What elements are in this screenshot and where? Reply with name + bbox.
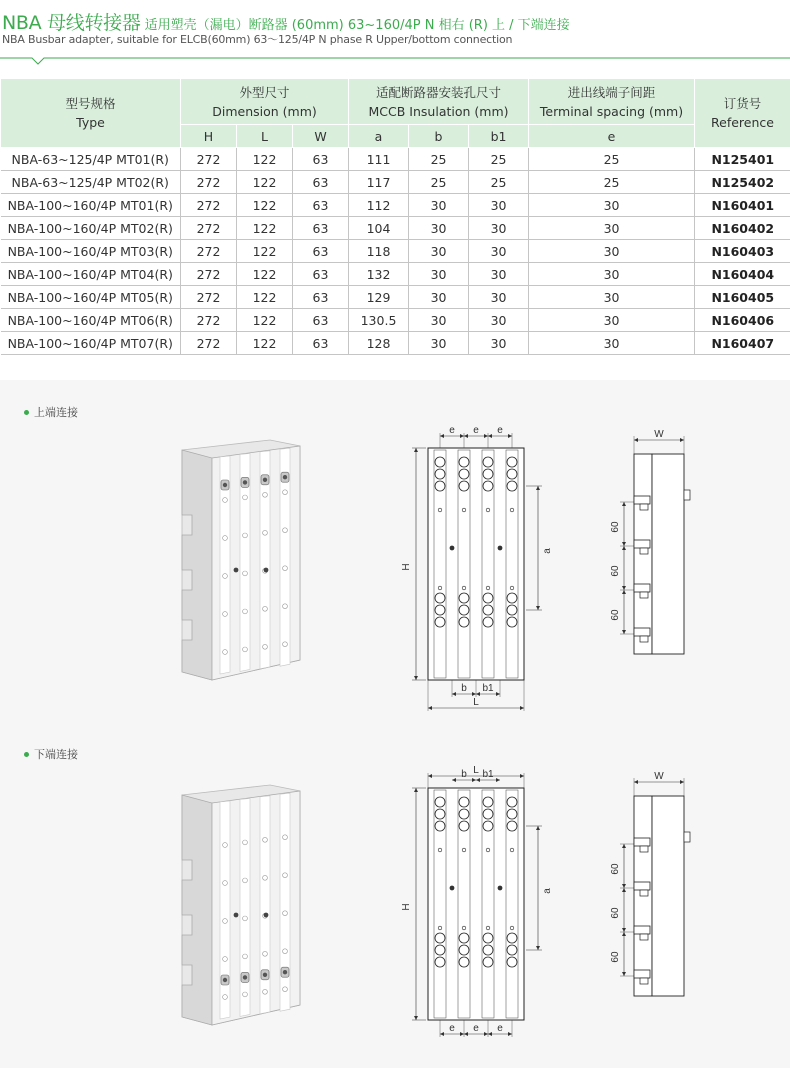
dim-label-60: 60 <box>610 609 621 621</box>
cell-w: 63 <box>293 194 349 217</box>
fixing-hole <box>498 546 503 551</box>
table-row <box>1 217 790 240</box>
cell-ref: N160401 <box>695 194 790 217</box>
cell-e: 30 <box>529 263 695 286</box>
cell-b1: 30 <box>469 286 529 309</box>
arrow-head <box>440 434 444 438</box>
table-row <box>1 286 790 309</box>
cell-l: 122 <box>237 286 293 309</box>
side-terminal <box>634 970 650 978</box>
arrow-head <box>496 778 500 782</box>
cell-b: 25 <box>409 171 469 194</box>
cell-a: 112 <box>349 194 409 217</box>
dim-label-w: W <box>654 771 664 782</box>
busbar-rail <box>280 793 290 1011</box>
cell-w: 63 <box>293 263 349 286</box>
arrow-head <box>622 590 626 594</box>
dim-label-60: 60 <box>610 951 621 963</box>
header-dimension: 外型尺寸 Dimension (mm) <box>181 79 349 125</box>
arrow-head <box>414 788 418 792</box>
cell-w: 63 <box>293 217 349 240</box>
arrow-head <box>488 1032 492 1036</box>
cell-ref: N125401 <box>695 148 790 171</box>
cell-b: 30 <box>409 309 469 332</box>
cell-h: 272 <box>181 194 237 217</box>
cell-b1: 30 <box>469 332 529 355</box>
arrow-head <box>464 1032 468 1036</box>
side-outline <box>652 796 684 996</box>
cell-l: 122 <box>237 240 293 263</box>
cell-b: 30 <box>409 263 469 286</box>
table-row <box>1 148 790 171</box>
cell-l: 122 <box>237 148 293 171</box>
bottom-front-drawing <box>400 765 560 1048</box>
subheader-e: e <box>529 125 695 148</box>
table-row <box>1 240 790 263</box>
cell-type: NBA-100~160/4P MT02(R) <box>1 217 181 240</box>
side-tab <box>684 832 690 842</box>
bottom-side-drawing <box>600 770 700 1020</box>
dim-label-w: W <box>654 429 664 440</box>
bullet-icon <box>24 410 29 415</box>
cell-a: 111 <box>349 148 409 171</box>
terminal-screw <box>223 978 227 982</box>
dim-label-h: H <box>401 563 412 571</box>
cell-h: 272 <box>181 240 237 263</box>
cell-l: 122 <box>237 309 293 332</box>
arrow-head <box>520 706 524 710</box>
cell-w: 63 <box>293 148 349 171</box>
arrow-head <box>622 630 626 634</box>
upper-side-drawing <box>600 428 700 678</box>
cell-type: NBA-63~125/4P MT01(R) <box>1 148 181 171</box>
cell-b1: 30 <box>469 263 529 286</box>
side-tab <box>684 490 690 500</box>
side-terminal-foot <box>640 504 648 510</box>
arrow-head <box>622 888 626 892</box>
cell-b1: 30 <box>469 217 529 240</box>
cell-b1: 30 <box>469 194 529 217</box>
side-terminal <box>634 540 650 548</box>
cell-e: 30 <box>529 240 695 263</box>
product-side <box>182 450 212 680</box>
dim-label-a: a <box>542 548 553 554</box>
cell-ref: N160402 <box>695 217 790 240</box>
cell-type: NBA-100~160/4P MT06(R) <box>1 309 181 332</box>
terminal-screw <box>243 975 247 979</box>
dim-label-e: e <box>449 425 455 436</box>
dim-label-a: a <box>542 888 553 894</box>
side-terminal <box>634 882 650 890</box>
arrow-head <box>460 434 464 438</box>
cell-ref: N125402 <box>695 171 790 194</box>
side-terminal-foot <box>640 934 648 940</box>
busbar-rail <box>240 798 250 1016</box>
bottom-connection-label: 下端连接 <box>24 746 78 762</box>
arrow-head <box>508 434 512 438</box>
fixing-hole <box>498 886 503 891</box>
cell-e: 30 <box>529 309 695 332</box>
side-terminal <box>634 628 650 636</box>
arrow-head <box>464 434 468 438</box>
cell-e: 30 <box>529 217 695 240</box>
fixing-hole <box>264 568 269 573</box>
arrow-head <box>536 946 540 950</box>
arrow-head <box>484 434 488 438</box>
fixing-hole <box>234 913 239 918</box>
arrow-head <box>496 692 500 696</box>
dim-label-b1: b1 <box>482 769 494 780</box>
dim-label-e: e <box>497 425 503 436</box>
arrow-head <box>622 586 626 590</box>
cell-h: 272 <box>181 309 237 332</box>
arrow-head <box>488 434 492 438</box>
cell-e: 30 <box>529 332 695 355</box>
busbar-rail <box>260 796 270 1014</box>
arrow-head <box>508 1032 512 1036</box>
subheader-a: a <box>349 125 409 148</box>
subheader-l: L <box>237 125 293 148</box>
dim-label-e: e <box>473 425 479 436</box>
header-divider <box>0 0 790 70</box>
arrow-head <box>440 1032 444 1036</box>
upper-product-image <box>170 440 310 690</box>
cell-a: 118 <box>349 240 409 263</box>
fixing-hole <box>450 546 455 551</box>
dim-label-60: 60 <box>610 907 621 919</box>
arrow-head <box>520 774 524 778</box>
fixing-hole <box>450 886 455 891</box>
cell-h: 272 <box>181 217 237 240</box>
arrow-head <box>536 486 540 490</box>
cell-b: 30 <box>409 217 469 240</box>
cell-type: NBA-100~160/4P MT04(R) <box>1 263 181 286</box>
upper-front-drawing <box>400 425 560 708</box>
busbar-rail <box>220 801 230 1019</box>
subheader-b: b <box>409 125 469 148</box>
cell-w: 63 <box>293 240 349 263</box>
arrow-head <box>472 692 476 696</box>
cell-ref: N160405 <box>695 286 790 309</box>
arrow-head <box>622 844 626 848</box>
cell-ref: N160406 <box>695 309 790 332</box>
arrow-head <box>452 692 456 696</box>
cell-type: NBA-100~160/4P MT05(R) <box>1 286 181 309</box>
cell-h: 272 <box>181 286 237 309</box>
table-row <box>1 194 790 217</box>
arrow-head <box>414 1016 418 1020</box>
cell-h: 272 <box>181 263 237 286</box>
side-terminal-foot <box>640 978 648 984</box>
cell-b: 30 <box>409 240 469 263</box>
cell-b1: 25 <box>469 171 529 194</box>
arrow-head <box>460 1032 464 1036</box>
cell-b1: 25 <box>469 148 529 171</box>
front-outline <box>428 448 524 680</box>
arrow-head <box>622 932 626 936</box>
dim-label-b: b <box>461 683 467 694</box>
title-english: NBA Busbar adapter, suitable for ELCB(60mm) 63～125/4P N phase R Upper/bottom connection <box>2 33 513 46</box>
arrow-head <box>414 448 418 452</box>
side-terminal-foot <box>640 548 648 554</box>
dim-label-e: e <box>473 1023 479 1034</box>
cell-e: 30 <box>529 286 695 309</box>
cell-b: 30 <box>409 332 469 355</box>
cell-h: 272 <box>181 148 237 171</box>
cell-a: 117 <box>349 171 409 194</box>
dim-label-l: L <box>473 697 479 708</box>
side-terminal-foot <box>640 846 648 852</box>
table-row <box>1 332 790 355</box>
table-row <box>1 263 790 286</box>
dim-label-l: L <box>473 765 479 776</box>
arrow-head <box>622 546 626 550</box>
cell-h: 272 <box>181 171 237 194</box>
arrow-head <box>452 778 456 782</box>
spec-table <box>0 78 790 355</box>
title-main: NBA 母线转接器 <box>2 12 141 34</box>
fixing-hole <box>234 568 239 573</box>
dim-label-60: 60 <box>610 863 621 875</box>
arrow-head <box>622 972 626 976</box>
cell-e: 30 <box>529 194 695 217</box>
cell-a: 104 <box>349 217 409 240</box>
cell-b1: 30 <box>469 309 529 332</box>
subheader-b1: b1 <box>469 125 529 148</box>
cell-b: 30 <box>409 194 469 217</box>
side-terminal <box>634 838 650 846</box>
terminal-screw <box>243 480 247 484</box>
arrow-head <box>622 884 626 888</box>
cell-type: NBA-100~160/4P MT03(R) <box>1 240 181 263</box>
cell-b1: 30 <box>469 240 529 263</box>
dim-label-h: H <box>401 903 412 911</box>
arrow-head <box>622 542 626 546</box>
arrow-head <box>428 706 432 710</box>
terminal-screw <box>263 973 267 977</box>
cell-ref: N160403 <box>695 240 790 263</box>
cell-a: 128 <box>349 332 409 355</box>
dim-label-e: e <box>497 1023 503 1034</box>
product-side <box>182 795 212 1025</box>
cell-e: 25 <box>529 171 695 194</box>
arrow-head <box>428 774 432 778</box>
table-row <box>1 309 790 332</box>
dim-label-b1: b1 <box>482 683 494 694</box>
cell-ref: N160404 <box>695 263 790 286</box>
cell-a: 129 <box>349 286 409 309</box>
side-outline <box>652 454 684 654</box>
cell-h: 272 <box>181 332 237 355</box>
cell-b: 30 <box>409 286 469 309</box>
bottom-product-image <box>170 785 310 1035</box>
cell-type: NBA-100~160/4P MT01(R) <box>1 194 181 217</box>
cell-a: 132 <box>349 263 409 286</box>
cell-ref: N160407 <box>695 332 790 355</box>
terminal-screw <box>283 475 287 479</box>
cell-w: 63 <box>293 171 349 194</box>
terminal-screw <box>283 970 287 974</box>
header-reference: 订货号 Reference <box>695 79 790 148</box>
cell-b: 25 <box>409 148 469 171</box>
bullet-icon <box>24 752 29 757</box>
side-terminal-foot <box>640 636 648 642</box>
arrow-head <box>536 826 540 830</box>
cell-w: 63 <box>293 332 349 355</box>
arrow-head <box>634 780 638 784</box>
cell-l: 122 <box>237 194 293 217</box>
cell-l: 122 <box>237 217 293 240</box>
upper-connection-label: 上端连接 <box>24 404 78 420</box>
cell-w: 63 <box>293 309 349 332</box>
fixing-hole <box>264 913 269 918</box>
dim-label-e: e <box>449 1023 455 1034</box>
cell-w: 63 <box>293 286 349 309</box>
front-outline <box>428 788 524 1020</box>
dim-label-b: b <box>461 769 467 780</box>
cell-e: 25 <box>529 148 695 171</box>
arrow-head <box>476 778 480 782</box>
arrow-head <box>476 692 480 696</box>
header-type: 型号规格 Type <box>1 79 181 148</box>
arrow-head <box>622 928 626 932</box>
header-terminal: 进出线端子间距 Terminal spacing (mm) <box>529 79 695 125</box>
title-subtitle: 适用塑壳（漏电）断路器 (60mm) 63~160/4P N 相右 (R) 上 / 下端连接 <box>144 18 570 33</box>
arrow-head <box>622 502 626 506</box>
side-terminal <box>634 496 650 504</box>
arrow-head <box>536 606 540 610</box>
cell-a: 130.5 <box>349 309 409 332</box>
cell-type: NBA-100~160/4P MT07(R) <box>1 332 181 355</box>
side-terminal-foot <box>640 592 648 598</box>
table-row <box>1 171 790 194</box>
cell-l: 122 <box>237 332 293 355</box>
subheader-h: H <box>181 125 237 148</box>
arrow-head <box>484 1032 488 1036</box>
side-terminal-foot <box>640 890 648 896</box>
dim-label-60: 60 <box>610 521 621 533</box>
subheader-w: W <box>293 125 349 148</box>
header-mccb: 适配断路器安装孔尺寸 MCCB Insulation (mm) <box>349 79 529 125</box>
side-terminal <box>634 584 650 592</box>
arrow-head <box>680 438 684 442</box>
arrow-head <box>680 780 684 784</box>
cell-l: 122 <box>237 263 293 286</box>
arrow-head <box>414 676 418 680</box>
terminal-screw <box>223 483 227 487</box>
page-header <box>0 0 790 70</box>
cell-l: 122 <box>237 171 293 194</box>
side-terminal <box>634 926 650 934</box>
diagram-area <box>0 380 790 1068</box>
arrow-head <box>634 438 638 442</box>
terminal-screw <box>263 478 267 482</box>
dim-label-60: 60 <box>610 565 621 577</box>
cell-type: NBA-63~125/4P MT02(R) <box>1 171 181 194</box>
arrow-head <box>472 778 476 782</box>
